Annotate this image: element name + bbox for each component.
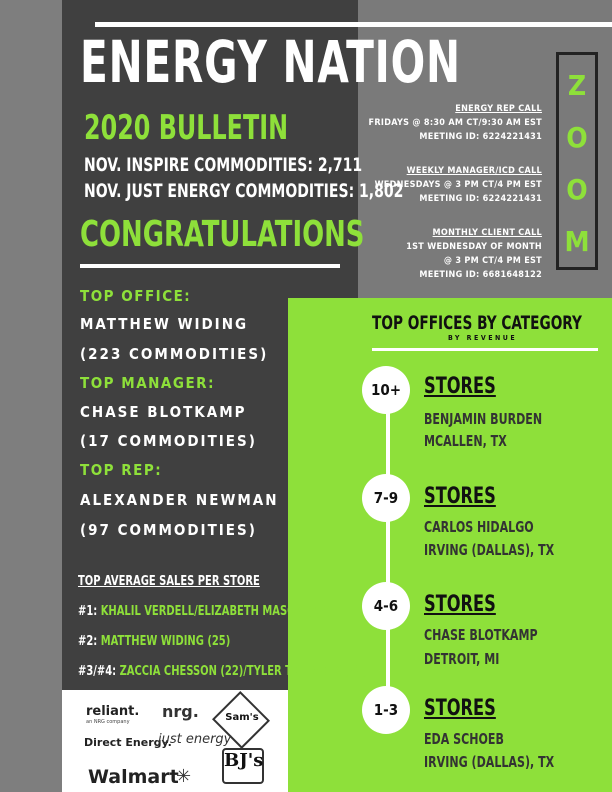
rank-label: #1: <box>78 604 98 619</box>
top-office-name: MATTHEW WIDING <box>80 315 249 333</box>
top-rep-name: ALEXANDER NEWMAN <box>80 491 279 509</box>
client-call-time: @ 3 PM CT/4 PM EST <box>443 256 542 266</box>
categories-subtitle: BY REVENUE <box>448 334 518 342</box>
reliant-logo-subtext: an NRG company <box>86 719 130 725</box>
stores-heading: STORES <box>424 484 496 509</box>
just-energy-logo: just energy <box>158 732 232 747</box>
office-location: IRVING (DALLAS), TX <box>424 753 555 771</box>
rank-value: KHALIL VERDELL/ELIZABETH MASON (45) <box>100 604 331 619</box>
nrg-logo: nrg. <box>162 702 199 721</box>
inspire-commodities-stat: NOV. INSPIRE COMMODITIES: 2,711 <box>84 154 363 176</box>
rank-value: ZACCIA CHESSON (22)/TYLER TICHACEK (22) <box>119 664 368 679</box>
bulletin-subtitle: 2020 BULLETIN <box>84 108 289 148</box>
manager-call-time: WEDNESDAYS @ 3 PM CT/4 PM EST <box>374 180 542 190</box>
zoom-letter: O <box>566 121 588 154</box>
top-manager-name: CHASE BLOTKAMP <box>80 403 247 421</box>
zoom-letter: O <box>566 173 588 206</box>
office-location: IRVING (DALLAS), TX <box>424 541 555 559</box>
top-rule <box>95 22 612 27</box>
average-sales-row <box>78 664 367 679</box>
client-call-day: 1ST WEDNESDAY OF MONTH <box>406 242 542 252</box>
page-title: ENERGY NATION <box>80 28 461 96</box>
top-rep-detail: (97 COMMODITIES) <box>80 521 257 539</box>
office-name: CHASE BLOTKAMP <box>424 626 538 644</box>
stores-heading: STORES <box>424 592 496 617</box>
walmart-logo: Walmart <box>88 766 179 788</box>
top-rep-label: TOP REP: <box>80 461 163 479</box>
office-location: DETROIT, MI <box>424 650 500 668</box>
office-location: MCALLEN, TX <box>424 432 507 450</box>
average-sales-row <box>78 634 230 649</box>
direct-energy-logo: Direct Energy. <box>84 736 172 749</box>
just-energy-commodities-stat: NOV. JUST ENERGY COMMODITIES: 1,802 <box>84 180 404 202</box>
congratulations-rule <box>80 264 340 268</box>
timeline-line <box>386 380 390 720</box>
categories-rule <box>372 348 598 351</box>
categories-title: TOP OFFICES BY CATEGORY <box>372 312 582 334</box>
sams-club-logo: Sam's <box>225 712 259 723</box>
congratulations-heading: CONGRATULATIONS <box>80 214 365 255</box>
rank-label: #2: <box>78 634 98 649</box>
office-name: EDA SCHOEB <box>424 730 504 748</box>
zoom-letter: Z <box>567 69 587 102</box>
left-margin-strip <box>0 0 62 792</box>
client-call-meeting-id: MEETING ID: 6681648122 <box>419 270 542 280</box>
top-manager-detail: (17 COMMODITIES) <box>80 432 257 450</box>
stores-heading: STORES <box>424 696 496 721</box>
office-name: BENJAMIN BURDEN <box>424 410 543 428</box>
energy-rep-call-title: ENERGY REP CALL <box>455 104 542 114</box>
top-office-detail: (223 COMMODITIES) <box>80 345 269 363</box>
zoom-letter: M <box>564 225 590 258</box>
walmart-spark-icon: ✳ <box>176 766 192 787</box>
reliant-logo: reliant. <box>86 704 140 719</box>
top-manager-label: TOP MANAGER: <box>80 374 215 392</box>
bjs-logo: BJ's <box>222 748 264 784</box>
rank-value: MATTHEW WIDING (25) <box>100 634 231 649</box>
manager-call-title: WEEKLY MANAGER/ICD CALL <box>406 166 542 176</box>
average-sales-row <box>78 604 330 619</box>
zoom-box <box>556 52 598 270</box>
range-badge: 7-9 <box>362 474 410 522</box>
top-office-label: TOP OFFICE: <box>80 287 192 305</box>
range-badge: 4-6 <box>362 582 410 630</box>
range-badge: 1-3 <box>362 686 410 734</box>
energy-rep-call-meeting-id: MEETING ID: 6224221431 <box>419 132 542 142</box>
average-sales-heading: TOP AVERAGE SALES PER STORE <box>78 574 260 589</box>
range-badge: 10+ <box>362 366 410 414</box>
rank-label: #3/#4: <box>78 664 117 679</box>
client-call-title: MONTHLY CLIENT CALL <box>432 228 542 238</box>
stores-heading: STORES <box>424 374 496 399</box>
office-name: CARLOS HIDALGO <box>424 518 534 536</box>
manager-call-meeting-id: MEETING ID: 6224221431 <box>419 194 542 204</box>
energy-rep-call-time: FRIDAYS @ 8:30 AM CT/9:30 AM EST <box>368 118 542 128</box>
